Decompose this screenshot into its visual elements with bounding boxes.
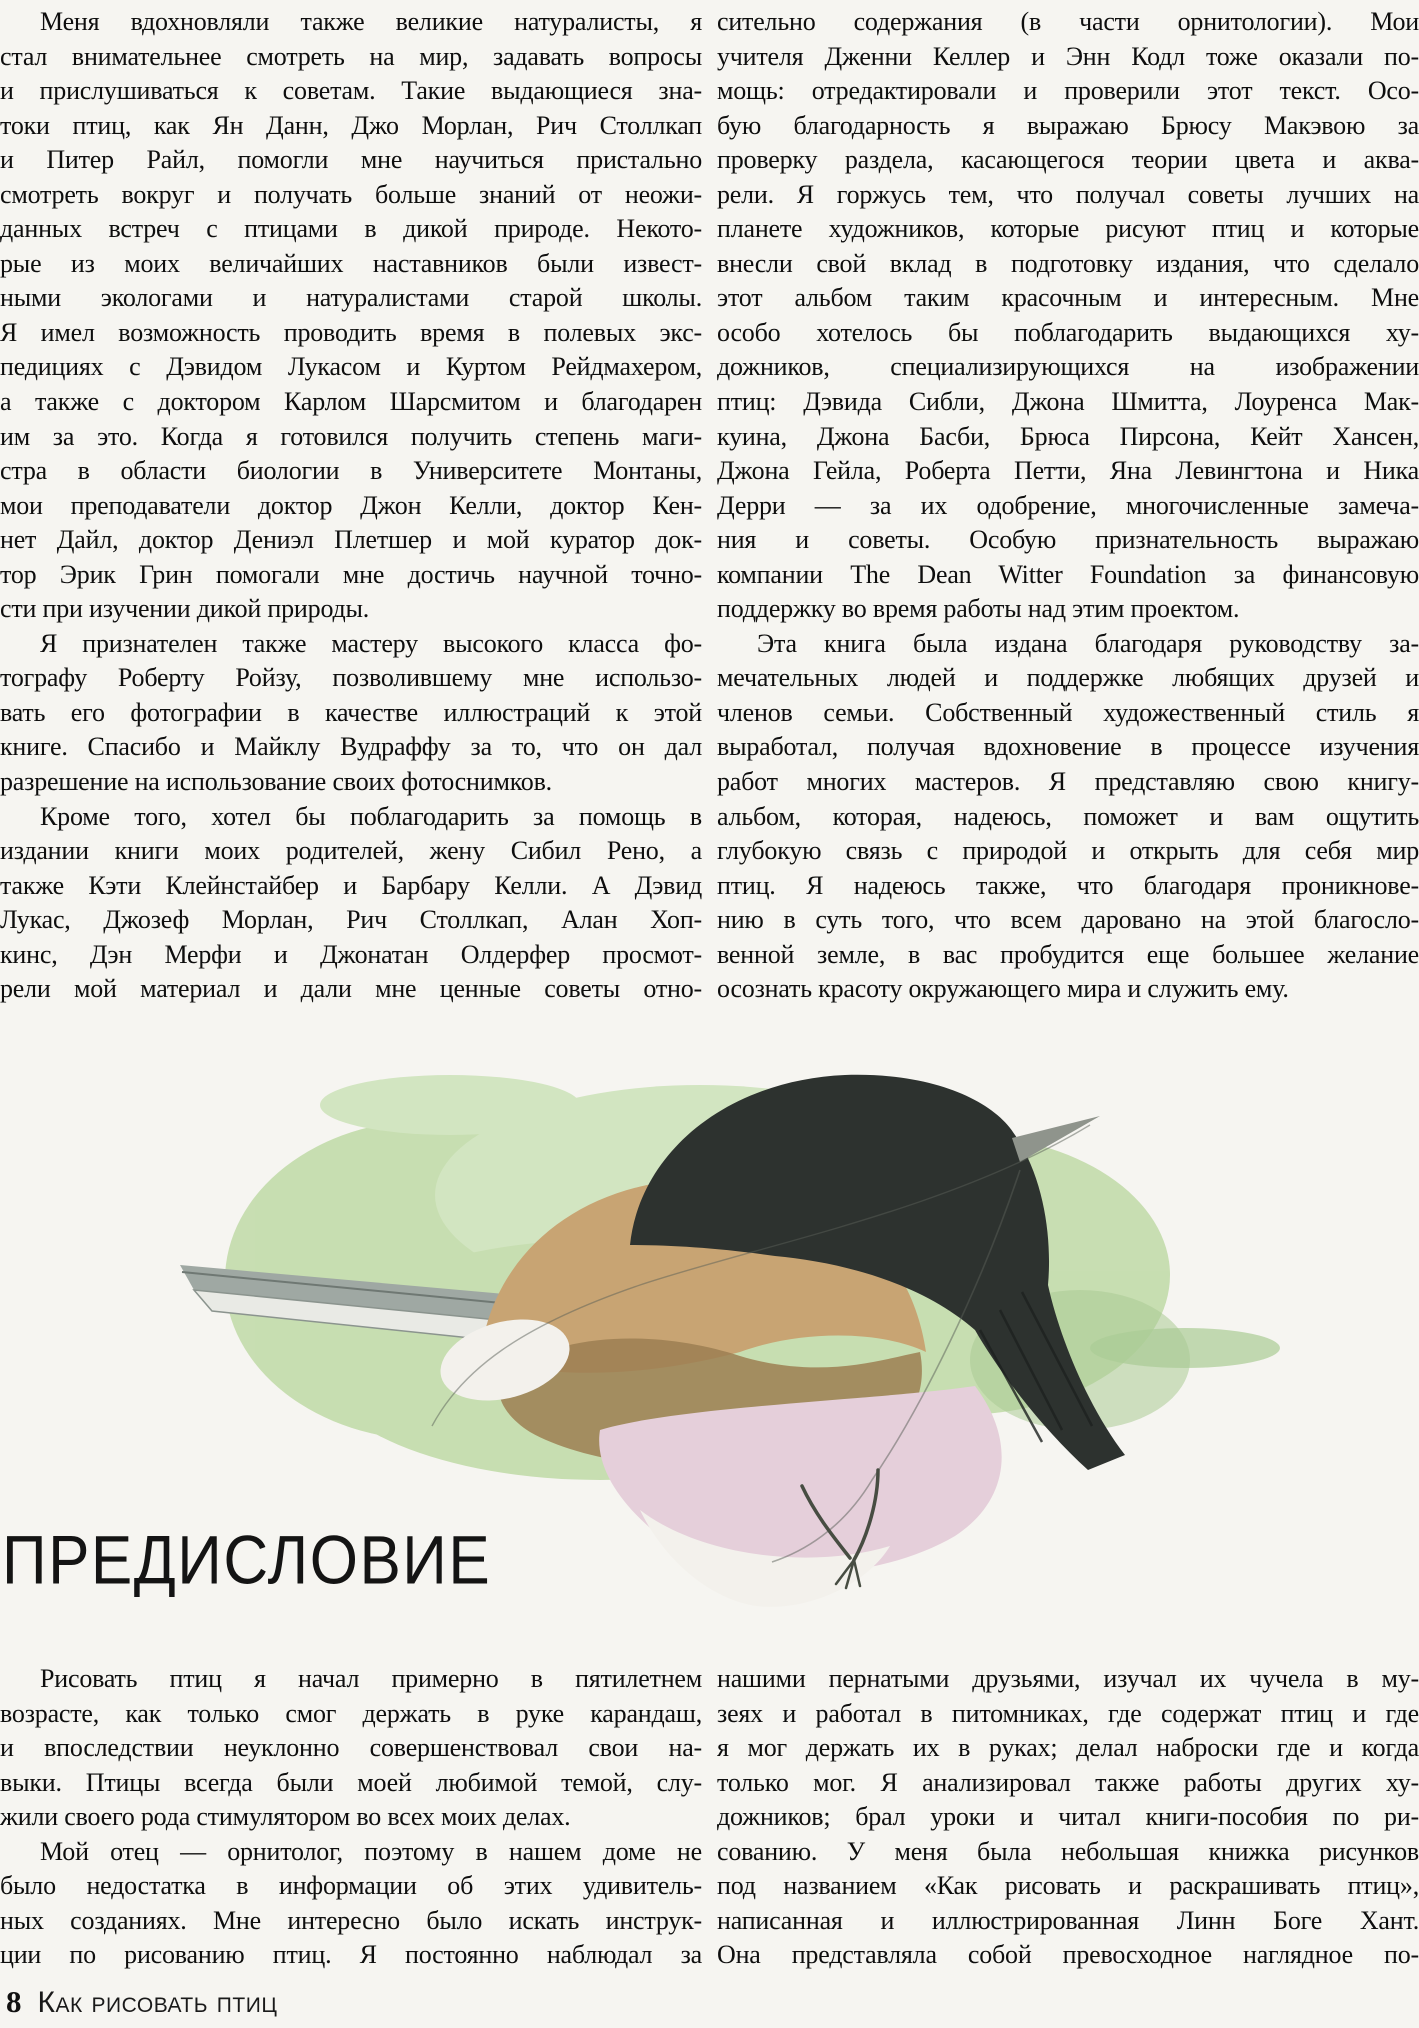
text-line: этот альбом таким красочным и интересным. Мне: [717, 283, 1419, 313]
text-line: жили своего рода стимулятором во всех моих делах.: [0, 1802, 571, 1832]
text-line: нашими пернатыми друзьями, изучал их чучела в му-: [717, 1664, 1419, 1693]
text-line: педициях с Дэвидом Лукасом и Куртом Рейдмахером,: [0, 352, 702, 382]
text-line: я мог держать их в руках; делал наброски где и когда: [717, 1733, 1419, 1763]
text-line: также Кэти Клейнстайбер и Барбару Келли. А Дэвид: [0, 870, 702, 900]
text-line: Она представляла собой превосходное наглядное по-: [717, 1940, 1419, 1970]
text-line: вать его фотографии в качестве иллюстраций к этой: [0, 697, 702, 727]
text-line: ными экологами и натуралистами старой школы.: [0, 283, 702, 313]
text-line: альбом, которая, надеюсь, поможет и вам ощутить: [717, 801, 1419, 831]
text-line: данных встреч с птицами в дикой природе. Некото-: [0, 214, 702, 244]
acknowledgements-right-column: [717, 5, 1419, 1007]
text-line: тор Эрик Грин помогали мне достичь научной точно-: [0, 559, 702, 589]
preface-right-column: [717, 1662, 1419, 1973]
text-line: издании книги моих родителей, жену Сибил Рено, а: [0, 836, 702, 866]
text-line: разрешение на использование своих фотоснимков.: [0, 767, 552, 797]
text-line: нет Дайл, доктор Дениэл Плетшер и мой куратор док-: [0, 525, 702, 555]
text-line: ции по рисованию птиц. Я постоянно наблюдал за: [0, 1940, 702, 1970]
text-line: зеях и работал в питомниках, где содержат птиц и где: [717, 1698, 1419, 1728]
text-line: сти при изучении дикой природы.: [0, 594, 370, 624]
text-line: мои преподаватели доктор Джон Келли, доктор Кен-: [0, 490, 702, 520]
text-line: птиц. Я надеюсь также, что благодаря проникнове-: [717, 870, 1419, 900]
text-line: нию в суть того, что всем даровано на этой благосло-: [717, 905, 1419, 935]
text-line: рые из моих величайших наставников были извест-: [0, 248, 702, 278]
text-line: компании The Dean Witter Foundation за финансовую: [717, 559, 1419, 589]
text-line: Мой отец — орнитолог, поэтому в нашем доме не: [40, 1836, 702, 1866]
text-line: проверку раздела, касающегося теории цвета и аква-: [717, 145, 1419, 175]
text-line: сительно содержания (в части орнитологии). Мои: [717, 7, 1419, 36]
text-line: возрасте, как только смог держать в руке карандаш,: [0, 1698, 702, 1728]
text-line: куина, Джона Басби, Брюса Пирсона, Кейт Хансен,: [717, 421, 1419, 451]
text-line: написанная и иллюстрированная Линн Боге Хант.: [717, 1905, 1419, 1935]
text-line: и впоследствии неуклонно совершенствовал свои на-: [0, 1733, 702, 1763]
text-line: членов семьи. Собственный художественный стиль я: [717, 697, 1419, 727]
text-line: Я признателен также мастеру высокого класса фо-: [40, 628, 702, 658]
text-line: только мог. Я анализировал также работы других ху-: [717, 1767, 1419, 1797]
text-line: бую благодарность я выражаю Брюсу Макэвою за: [717, 110, 1419, 140]
text-line: поддержку во время работы над этим проектом.: [717, 594, 1240, 624]
text-line: Кроме того, хотел бы поблагодарить за помощь в: [40, 801, 702, 831]
text-line: тографу Роберту Ройзу, позволившему мне использо-: [0, 663, 702, 693]
bird-underparts: [599, 1386, 1002, 1607]
preface-left-column: [0, 1662, 702, 1973]
text-line: Джона Гейла, Роберта Петти, Яна Левингтона и Ника: [717, 456, 1419, 486]
text-line: Я имел возможность проводить время в полевых экс-: [0, 317, 702, 347]
text-line: рели. Я горжусь тем, что получал советы лучших на: [717, 179, 1419, 209]
text-line: ния и советы. Особую признательность выражаю: [717, 525, 1419, 555]
preface-heading: ПРЕДИСЛОВИЕ: [2, 1523, 492, 1599]
text-line: глубокую связь с природой и открыть для себя мир: [717, 836, 1419, 866]
page-number: 8: [6, 1984, 22, 2019]
text-line: Эта книга была издана благодаря руководству за-: [757, 628, 1419, 658]
text-line: осознать красоту окружающего мира и служить ему.: [717, 974, 1289, 1004]
text-line: Меня вдохновляли также великие натуралисты, я: [40, 7, 702, 36]
text-line: учителя Дженни Келлер и Энн Кодл тоже оказали по-: [717, 41, 1419, 71]
text-line: внесли свой вклад в подготовку издания, что сделало: [717, 248, 1419, 278]
text-line: сованию. У меня была небольшая книжка рисунков: [717, 1836, 1419, 1866]
text-line: стра в области биологии в Университете Монтаны,: [0, 456, 702, 486]
text-line: мощь: отредактировали и проверили этот текст. Осо-: [717, 76, 1419, 106]
text-line: и Питер Райл, помогли мне научиться пристально: [0, 145, 702, 175]
text-line: Дерри — за их одобрение, многочисленные замеча-: [717, 490, 1419, 520]
text-line: венной земле, в вас пробудится еще большее желание: [717, 939, 1419, 969]
text-line: дожников; брал уроки и читал книги-пособия по ри-: [717, 1802, 1419, 1832]
text-line: стал внимательнее смотреть на мир, задавать вопросы: [0, 41, 702, 71]
text-line: мечательных людей и поддержке любящих друзей и: [717, 663, 1419, 693]
text-line: работ многих мастеров. Я представляю свою книгу-: [717, 767, 1419, 797]
text-line: птиц: Дэвида Сибли, Джона Шмитта, Лоуренса Мак-: [717, 387, 1419, 417]
text-line: выработал, получая вдохновение в процессе изучения: [717, 732, 1419, 762]
text-line: ных созданиях. Мне интересно было искать инструк-: [0, 1905, 702, 1935]
text-line: токи птиц, как Ян Данн, Джо Морлан, Рич Столлкап: [0, 110, 702, 140]
text-line: смотреть вокруг и получать больше знаний от неожи-: [0, 179, 702, 209]
running-title: Как рисовать птиц: [37, 1986, 278, 2019]
text-line: Лукас, Джозеф Морлан, Рич Столлкап, Алан Хоп-: [0, 905, 702, 935]
text-line: Рисовать птиц я начал примерно в пятилетнем: [40, 1664, 702, 1693]
text-line: дожников, специализирующихся на изображении: [717, 352, 1419, 382]
text-line: было недостатка в информации об этих удивитель-: [0, 1871, 702, 1901]
text-line: а также с доктором Карлом Шарсмитом и благодарен: [0, 387, 702, 417]
text-line: особо хотелось бы поблагодарить выдающихся ху-: [717, 317, 1419, 347]
text-line: выки. Птицы всегда были моей любимой темой, слу-: [0, 1767, 702, 1797]
text-line: им за это. Когда я готовился получить степень маги-: [0, 421, 702, 451]
text-line: планете художников, которые рисуют птиц и которые: [717, 214, 1419, 244]
text-line: и прислушиваться к советам. Такие выдающиеся зна-: [0, 76, 702, 106]
text-line: книге. Спасибо и Майклу Вудраффу за то, что он дал: [0, 732, 702, 762]
acknowledgements-left-column: [0, 5, 702, 1007]
text-line: кинс, Дэн Мерфи и Джонатан Олдерфер просмот-: [0, 939, 702, 969]
page-footer: [6, 1984, 277, 2020]
text-line: рели мой материал и дали мне ценные советы отно-: [0, 974, 702, 1004]
text-line: под названием «Как рисовать и раскрашивать птиц»,: [717, 1871, 1419, 1901]
